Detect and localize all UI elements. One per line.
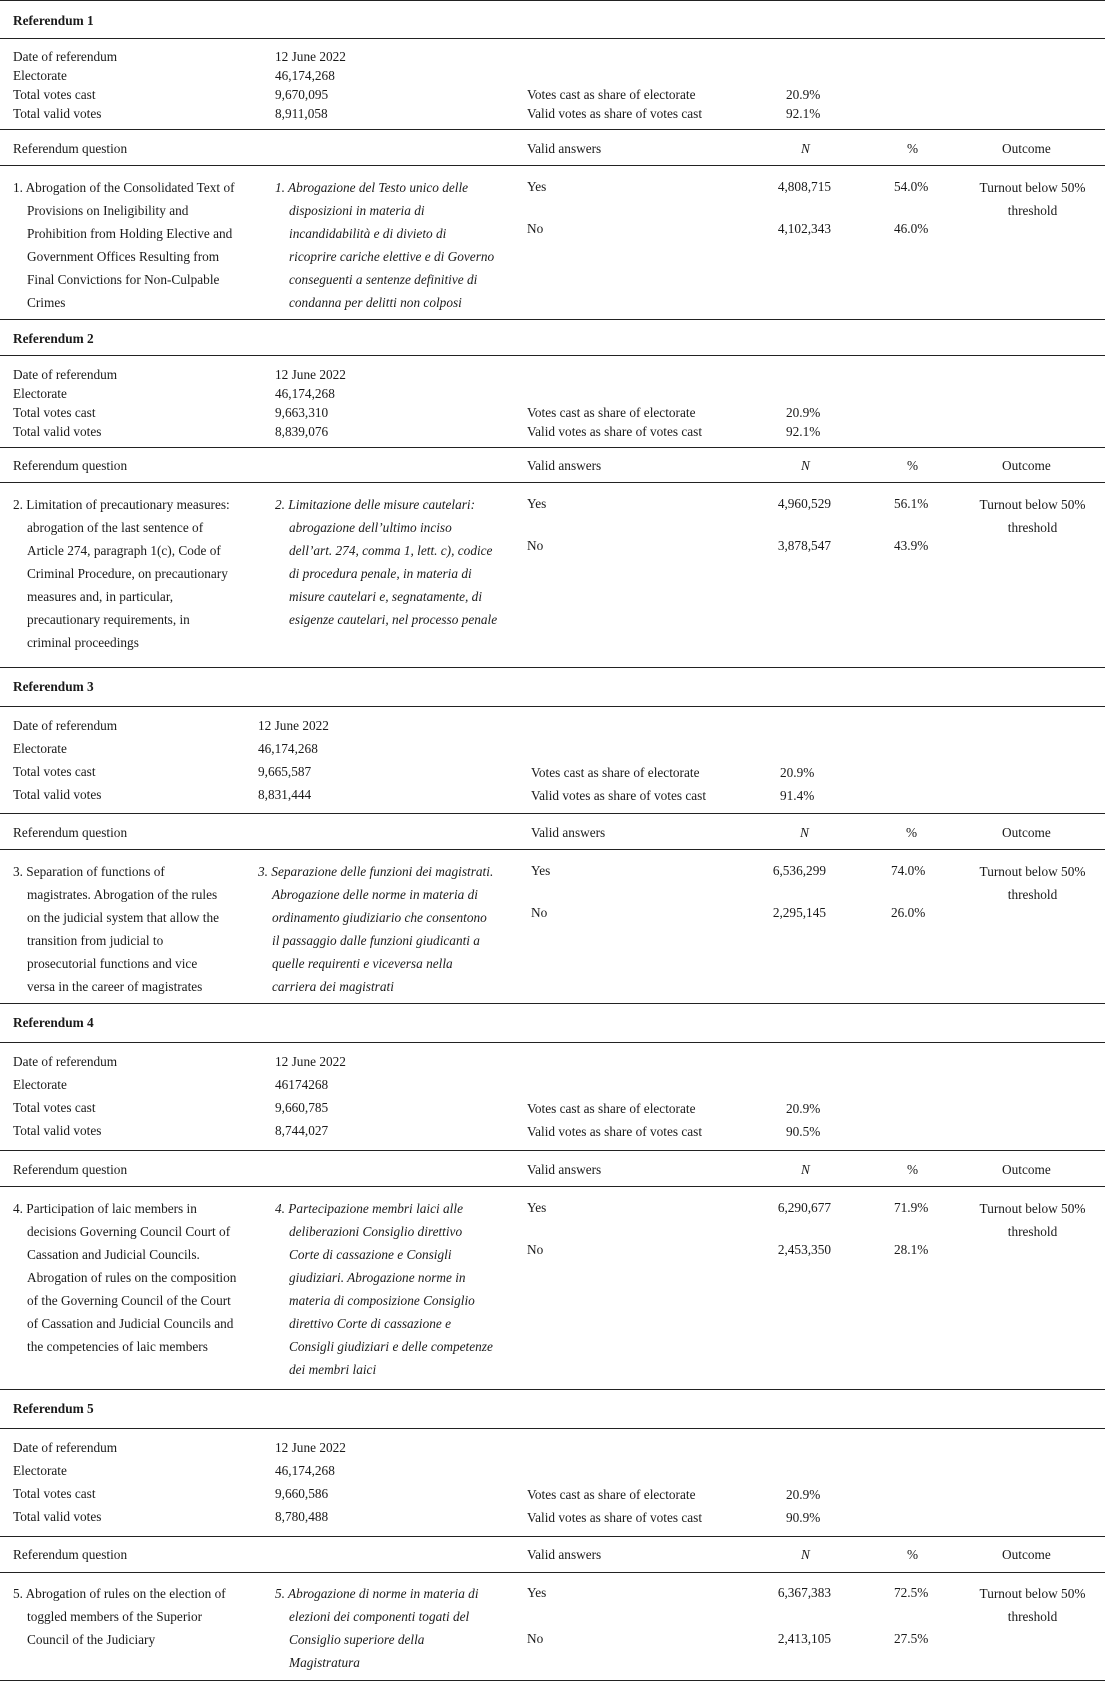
header-valid-answers: Valid answers [527, 1547, 602, 1562]
question-line: deliberazioni Consiglio direttivo [289, 1224, 463, 1239]
header-question: Referendum question [13, 825, 128, 840]
referendum-title: Referendum 5 [13, 1401, 94, 1416]
label-cast-share: Votes cast as share of electorate [527, 1487, 696, 1502]
question-line: Abrogation of rules on the composition [27, 1270, 237, 1285]
table-rule [0, 1428, 1105, 1429]
answer-yes-count: 6,367,383 [777, 1585, 831, 1600]
question-italian [258, 860, 493, 998]
outcome-line: Turnout below 50% [979, 864, 1086, 879]
question-english [13, 1197, 236, 1358]
value-cast-share: 20.9% [780, 765, 815, 780]
question-line: 5. Abrogazione di norme in materia di [275, 1586, 479, 1601]
value-total-valid: 8,744,027 [275, 1123, 329, 1138]
header-n: N [801, 1547, 810, 1562]
question-english [13, 176, 235, 314]
question-line: disposizioni in materia di [289, 203, 425, 218]
value-date: 12 June 2022 [275, 367, 346, 382]
question-line: materia di composizione Consiglio [289, 1293, 475, 1308]
label-date: Date of referendum [13, 367, 118, 382]
label-electorate: Electorate [13, 741, 67, 756]
question-line: Prohibition from Holding Elective and [27, 226, 233, 241]
header-valid-answers: Valid answers [527, 141, 602, 156]
header-outcome: Outcome [1002, 1162, 1051, 1177]
label-total-cast: Total votes cast [13, 405, 96, 420]
value-valid-share: 91.4% [780, 788, 815, 803]
header-pct: % [907, 141, 919, 156]
question-line: on the judicial system that allow the [27, 910, 220, 925]
value-cast-share: 20.9% [786, 87, 821, 102]
answer-no-count: 4,102,343 [777, 221, 831, 236]
outcome-text [960, 493, 1105, 539]
question-line: dell’art. 274, comma 1, lett. c), codice [289, 543, 493, 558]
table-rule [0, 1389, 1105, 1390]
summary-labels [13, 1436, 117, 1528]
outcome-line: threshold [1007, 1224, 1058, 1239]
answer-no-label: No [527, 538, 544, 553]
answer-no-pct: 43.9% [894, 538, 929, 553]
question-line: 2. Limitazione delle misure cautelari: [275, 497, 476, 512]
value-valid-share: 90.5% [786, 1124, 821, 1139]
question-line: transition from judicial to [27, 933, 164, 948]
summary-labels [13, 714, 117, 806]
question-line: conseguenti a sentenze definitive di [289, 272, 478, 287]
question-line: 5. Abrogation of rules on the election of [13, 1586, 226, 1601]
label-total-cast: Total votes cast [13, 764, 96, 779]
outcome-line: threshold [1007, 1609, 1058, 1624]
answer-yes-pct: 56.1% [894, 496, 929, 511]
answer-yes-pct: 74.0% [891, 863, 926, 878]
label-total-valid: Total valid votes [13, 1509, 102, 1524]
value-total-valid: 8,839,076 [275, 424, 329, 439]
label-electorate: Electorate [13, 386, 67, 401]
question-line: incandidabilità e di divieto di [289, 226, 447, 241]
question-line: direttivo Corte di cassazione e [289, 1316, 452, 1331]
answer-yes-count: 6,536,299 [772, 863, 826, 878]
question-line: carriera dei magistrati [272, 979, 394, 994]
answer-yes-pct: 72.5% [894, 1585, 929, 1600]
header-n: N [801, 141, 810, 156]
referendum-title: Referendum 3 [13, 679, 94, 694]
table-rule [0, 0, 1105, 1]
question-line: abrogazione dell’ultimo inciso [289, 520, 452, 535]
summary-values [258, 714, 329, 806]
question-line: Abrogazione delle norme in materia di [272, 887, 478, 902]
question-english [13, 1582, 226, 1651]
header-pct: % [907, 458, 919, 473]
table-rule [0, 482, 1105, 483]
header-question: Referendum question [13, 458, 128, 473]
value-date: 12 June 2022 [275, 1440, 346, 1455]
answer-no-count: 2,413,105 [777, 1631, 831, 1646]
table-rule [0, 447, 1105, 448]
outcome-line: Turnout below 50% [979, 497, 1086, 512]
header-n: N [801, 1162, 810, 1177]
label-cast-share: Votes cast as share of electorate [531, 765, 700, 780]
header-outcome: Outcome [1002, 1547, 1051, 1562]
question-line: decisions Governing Council Court of [27, 1224, 231, 1239]
label-valid-share: Valid votes as share of votes cast [527, 1124, 703, 1139]
question-line: Final Convictions for Non-Culpable [27, 272, 220, 287]
answer-yes-label: Yes [527, 1200, 547, 1215]
label-cast-share: Votes cast as share of electorate [527, 87, 696, 102]
question-line: ricoprire cariche elettive e di Governo [289, 249, 495, 264]
value-date: 12 June 2022 [275, 1054, 346, 1069]
value-valid-share: 92.1% [786, 424, 821, 439]
table-rule [0, 165, 1105, 166]
question-line: Crimes [27, 295, 66, 310]
question-line: giudiziari. Abrogazione norme in [289, 1270, 466, 1285]
label-total-cast: Total votes cast [13, 1486, 96, 1501]
table-rule [0, 1572, 1105, 1573]
answer-yes-count: 4,808,715 [777, 179, 831, 194]
table-rule [0, 706, 1105, 707]
question-line: measures and, in particular, [27, 589, 174, 604]
question-line: Consigli giudiziari e delle competenze [289, 1339, 493, 1354]
table-rule [0, 355, 1105, 356]
question-english [13, 860, 219, 998]
label-electorate: Electorate [13, 68, 67, 83]
value-cast-share: 20.9% [786, 1487, 821, 1502]
question-italian [275, 493, 497, 631]
value-total-cast: 9,663,310 [275, 405, 329, 420]
question-line: ordinamento giudiziario che consentono [272, 910, 487, 925]
question-line: Article 274, paragraph 1(c), Code of [27, 543, 221, 558]
referendum-title: Referendum 4 [13, 1015, 94, 1030]
answer-no-pct: 26.0% [891, 905, 926, 920]
outcome-line: threshold [1007, 520, 1058, 535]
question-line: magistrates. Abrogation of the rules [27, 887, 218, 902]
question-line: quelle requirenti e viceversa nella [272, 956, 453, 971]
question-line: misure cautelari e, segnatamente, di [289, 589, 483, 604]
outcome-text [960, 860, 1105, 906]
answer-yes-count: 4,960,529 [777, 496, 831, 511]
label-total-cast: Total votes cast [13, 1100, 96, 1115]
outcome-text [960, 1197, 1105, 1243]
header-valid-answers: Valid answers [527, 458, 602, 473]
header-pct: % [907, 1547, 919, 1562]
value-electorate: 46,174,268 [275, 1463, 335, 1478]
answer-no-count: 2,295,145 [772, 905, 826, 920]
answer-yes-label: Yes [527, 179, 547, 194]
question-line: toggled members of the Superior [27, 1609, 203, 1624]
answer-yes-pct: 71.9% [894, 1200, 929, 1215]
referendum-title: Referendum 1 [13, 13, 94, 28]
table-rule [0, 129, 1105, 130]
question-line: prosecutorial functions and vice [27, 956, 198, 971]
value-total-cast: 9,660,785 [275, 1100, 329, 1115]
question-line: Council of the Judiciary [27, 1632, 156, 1647]
answer-no-label: No [531, 905, 548, 920]
value-electorate: 46,174,268 [258, 741, 318, 756]
label-valid-share: Valid votes as share of votes cast [527, 424, 703, 439]
header-question: Referendum question [13, 1162, 128, 1177]
outcome-line: Turnout below 50% [979, 1201, 1086, 1216]
label-total-valid: Total valid votes [13, 787, 102, 802]
question-line: of Cassation and Judicial Councils and [27, 1316, 234, 1331]
label-date: Date of referendum [13, 1440, 118, 1455]
question-line: 3. Separation of functions of [13, 864, 165, 879]
question-line: dei membri laici [289, 1362, 377, 1377]
answer-no-pct: 27.5% [894, 1631, 929, 1646]
value-total-valid: 8,831,444 [258, 787, 312, 802]
label-electorate: Electorate [13, 1463, 67, 1478]
question-line: 3. Separazione delle funzioni dei magistrati. [258, 864, 494, 879]
table-rule [0, 1186, 1105, 1187]
question-line: 1. Abrogation of the Consolidated Text of [13, 180, 235, 195]
label-total-valid: Total valid votes [13, 1123, 102, 1138]
question-line: precautionary requirements, in [27, 612, 190, 627]
outcome-line: Turnout below 50% [979, 180, 1086, 195]
answer-no-label: No [527, 1631, 544, 1646]
table-rule [0, 849, 1105, 850]
label-date: Date of referendum [13, 718, 118, 733]
question-line: il passaggio dalle funzioni giudicanti a [272, 933, 480, 948]
value-total-cast: 9,660,586 [275, 1486, 329, 1501]
question-line: abrogation of the last sentence of [27, 520, 204, 535]
value-valid-share: 92.1% [786, 106, 821, 121]
value-date: 12 June 2022 [258, 718, 329, 733]
header-outcome: Outcome [1002, 458, 1051, 473]
answer-no-count: 3,878,547 [777, 538, 831, 553]
header-outcome: Outcome [1002, 825, 1051, 840]
question-line: di procedura penale, in materia di [289, 566, 472, 581]
label-total-cast: Total votes cast [13, 87, 96, 102]
value-cast-share: 20.9% [786, 1101, 821, 1116]
answer-no-pct: 46.0% [894, 221, 929, 236]
question-italian [275, 176, 494, 314]
outcome-text [960, 1582, 1105, 1628]
table-rule [0, 667, 1105, 668]
value-date: 12 June 2022 [275, 49, 346, 64]
question-english [13, 493, 230, 654]
answer-no-pct: 28.1% [894, 1242, 929, 1257]
question-line: Consiglio superiore della [289, 1632, 425, 1647]
summary-values [275, 1050, 346, 1142]
table-rule [0, 319, 1105, 320]
header-valid-answers: Valid answers [531, 825, 606, 840]
outcome-line: threshold [1007, 203, 1058, 218]
value-total-valid: 8,911,058 [275, 106, 328, 121]
table-rule [0, 1150, 1105, 1151]
question-line: 2. Limitation of precautionary measures: [13, 497, 230, 512]
value-electorate: 46174268 [275, 1077, 329, 1092]
question-line: esigenze cautelari, nel processo penale [289, 612, 498, 627]
table-rule [0, 38, 1105, 39]
table-rule [0, 1536, 1105, 1537]
summary-values [275, 1436, 346, 1528]
question-line: 4. Partecipazione membri laici alle [275, 1201, 463, 1216]
label-electorate: Electorate [13, 1077, 67, 1092]
outcome-line: threshold [1007, 887, 1058, 902]
question-line: Corte di cassazione e Consigli [289, 1247, 452, 1262]
question-line: Criminal Procedure, on precautionary [27, 566, 228, 581]
header-pct: % [906, 825, 918, 840]
value-total-cast: 9,665,587 [258, 764, 312, 779]
question-italian [275, 1582, 479, 1674]
table-rule [0, 1042, 1105, 1043]
question-line: versa in the career of magistrates [27, 979, 203, 994]
answer-yes-label: Yes [527, 496, 547, 511]
label-cast-share: Votes cast as share of electorate [527, 1101, 696, 1116]
answer-no-label: No [527, 1242, 544, 1257]
header-valid-answers: Valid answers [527, 1162, 602, 1177]
label-total-valid: Total valid votes [13, 106, 102, 121]
label-date: Date of referendum [13, 1054, 118, 1069]
value-electorate: 46,174,268 [275, 68, 335, 83]
answer-no-count: 2,453,350 [777, 1242, 831, 1257]
value-total-cast: 9,670,095 [275, 87, 329, 102]
answer-yes-count: 6,290,677 [777, 1200, 831, 1215]
header-question: Referendum question [13, 141, 128, 156]
outcome-line: Turnout below 50% [979, 1586, 1086, 1601]
referendum-title: Referendum 2 [13, 331, 94, 346]
header-pct: % [907, 1162, 919, 1177]
label-valid-share: Valid votes as share of votes cast [531, 788, 707, 803]
question-line: Government Offices Resulting from [27, 249, 220, 264]
question-italian [275, 1197, 493, 1381]
value-electorate: 46,174,268 [275, 386, 335, 401]
header-outcome: Outcome [1002, 141, 1051, 156]
question-line: 1. Abrogazione del Testo unico delle [275, 180, 469, 195]
value-total-valid: 8,780,488 [275, 1509, 329, 1524]
value-cast-share: 20.9% [786, 405, 821, 420]
answer-yes-label: Yes [531, 863, 551, 878]
header-n: N [801, 458, 810, 473]
question-line: the competencies of laic members [27, 1339, 208, 1354]
header-n: N [800, 825, 809, 840]
question-line: criminal proceedings [27, 635, 139, 650]
question-line: of the Governing Council of the Court [27, 1293, 231, 1308]
answer-yes-pct: 54.0% [894, 179, 929, 194]
table-rule [0, 1680, 1105, 1681]
summary-labels [13, 1050, 117, 1142]
value-valid-share: 90.9% [786, 1510, 821, 1525]
label-cast-share: Votes cast as share of electorate [527, 405, 696, 420]
answer-yes-label: Yes [527, 1585, 547, 1600]
question-line: 4. Participation of laic members in [13, 1201, 197, 1216]
answer-no-label: No [527, 221, 544, 236]
outcome-text [960, 176, 1105, 222]
question-line: Cassation and Judicial Councils. [27, 1247, 200, 1262]
table-rule [0, 1003, 1105, 1004]
table-rule [0, 813, 1105, 814]
label-total-valid: Total valid votes [13, 424, 102, 439]
question-line: Magistratura [289, 1655, 360, 1670]
label-valid-share: Valid votes as share of votes cast [527, 1510, 703, 1525]
label-valid-share: Valid votes as share of votes cast [527, 106, 703, 121]
question-line: elezioni dei componenti togati del [289, 1609, 470, 1624]
question-line: Provisions on Ineligibility and [27, 203, 189, 218]
label-date: Date of referendum [13, 49, 118, 64]
header-question: Referendum question [13, 1547, 128, 1562]
question-line: condanna per delitti non colposi [289, 295, 462, 310]
